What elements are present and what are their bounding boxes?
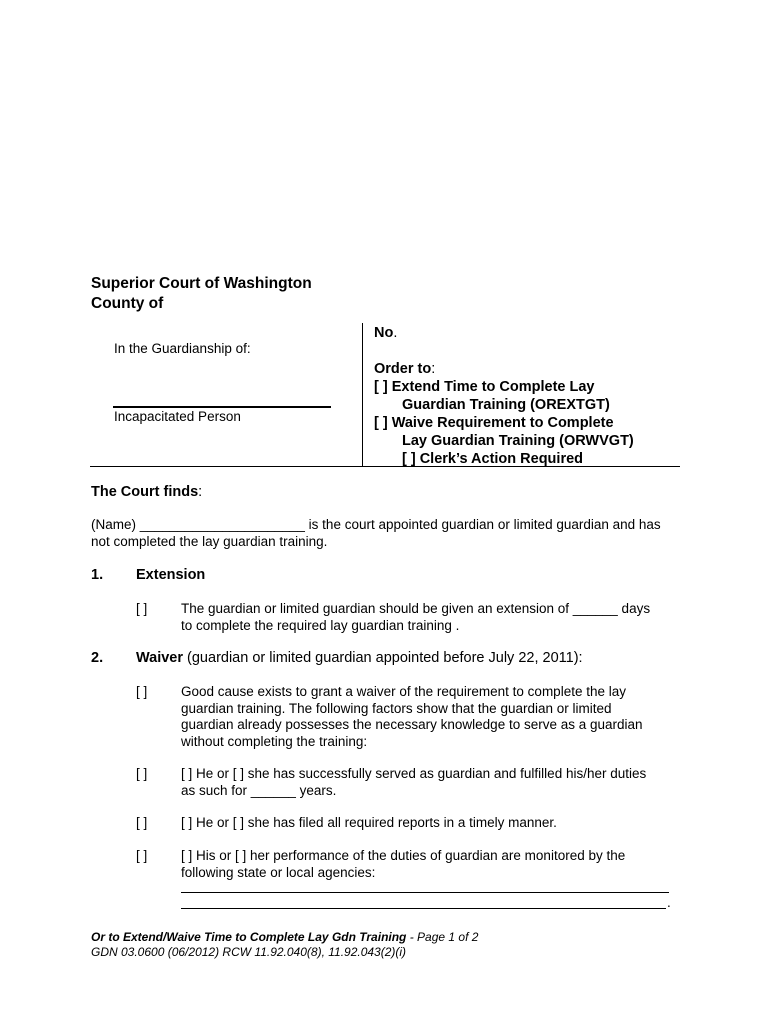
section-1-number: 1.: [91, 567, 104, 583]
section-1-title: Extension: [136, 567, 206, 583]
filed-reports-checkbox[interactable]: [ ]: [136, 815, 148, 830]
waive-good-cause-text: Good cause exists to grant a waiver of the requirement to complete the lay guardian training. The following factors show that the guardian or limited guardian already possesses the necessary knowledge to serve as a guardian without completing the training:: [181, 684, 643, 749]
filed-reports-text: [ ] He or [ ] she has filed all required reports in a timely manner.: [181, 815, 557, 830]
monitored-text: [ ] His or [ ] her performance of the duties of guardian are monitored by the following state or local agencies:: [181, 848, 626, 880]
case-number-label: No: [374, 325, 394, 341]
served-as-guardian-checkbox[interactable]: [ ]: [136, 766, 148, 781]
agencies-end-period: .: [667, 895, 671, 910]
caption-divider-horizontal: [90, 466, 680, 467]
footer-title: Or to Extend/Waive Time to Complete Lay Gdn Training - Page 1 of 2: [91, 930, 479, 944]
case-number: No.: [374, 325, 398, 341]
waive-good-cause-checkbox[interactable]: [ ]: [136, 684, 148, 699]
footer-form-info: GDN 03.0600 (06/2012) RCW 11.92.040(8), 11.92.043(2)(i): [91, 945, 407, 959]
county-label: County of: [91, 294, 164, 312]
agencies-line-2[interactable]: [181, 908, 666, 909]
court-finds-heading: The Court finds:: [91, 484, 203, 500]
extension-checkbox[interactable]: [ ]: [136, 601, 148, 616]
option-extend-cont: Guardian Training (OREXTGT): [402, 397, 610, 413]
name-signature-line: [113, 406, 331, 408]
option-extend: [ ] Extend Time to Complete Lay: [374, 379, 595, 395]
served-as-guardian-text: [ ] He or [ ] she has successfully served as guardian and fulfilled his/her duties as such for ______ years.: [181, 766, 647, 798]
court-header: [91, 274, 312, 313]
incapacitated-person-label: Incapacitated Person: [114, 409, 241, 424]
order-title: Order to:: [374, 361, 436, 377]
option-waive-cont: Lay Guardian Training (ORWVGT): [402, 433, 634, 449]
guardianship-label: In the Guardianship of:: [114, 341, 251, 356]
extension-text: The guardian or limited guardian should be given an extension of ______ days to complete the required lay guardian training .: [181, 601, 651, 633]
agencies-line-1[interactable]: [181, 892, 669, 893]
guardian-name-paragraph: (Name) ______________________ is the court appointed guardian or limited guardian and has not completed the lay guardian training.: [91, 517, 661, 549]
section-2-number: 2.: [91, 650, 104, 666]
monitored-checkbox[interactable]: [ ]: [136, 848, 148, 863]
option-waive: [ ] Waive Requirement to Complete: [374, 415, 614, 431]
court-name: Superior Court of Washington: [91, 275, 312, 292]
option-clerk-action: [ ] Clerk’s Action Required: [402, 451, 584, 467]
caption-divider-vertical: [362, 323, 363, 466]
order-label: Order to: [374, 361, 432, 377]
section-2-title: Waiver (guardian or limited guardian appointed before July 22, 2011):: [136, 650, 583, 666]
